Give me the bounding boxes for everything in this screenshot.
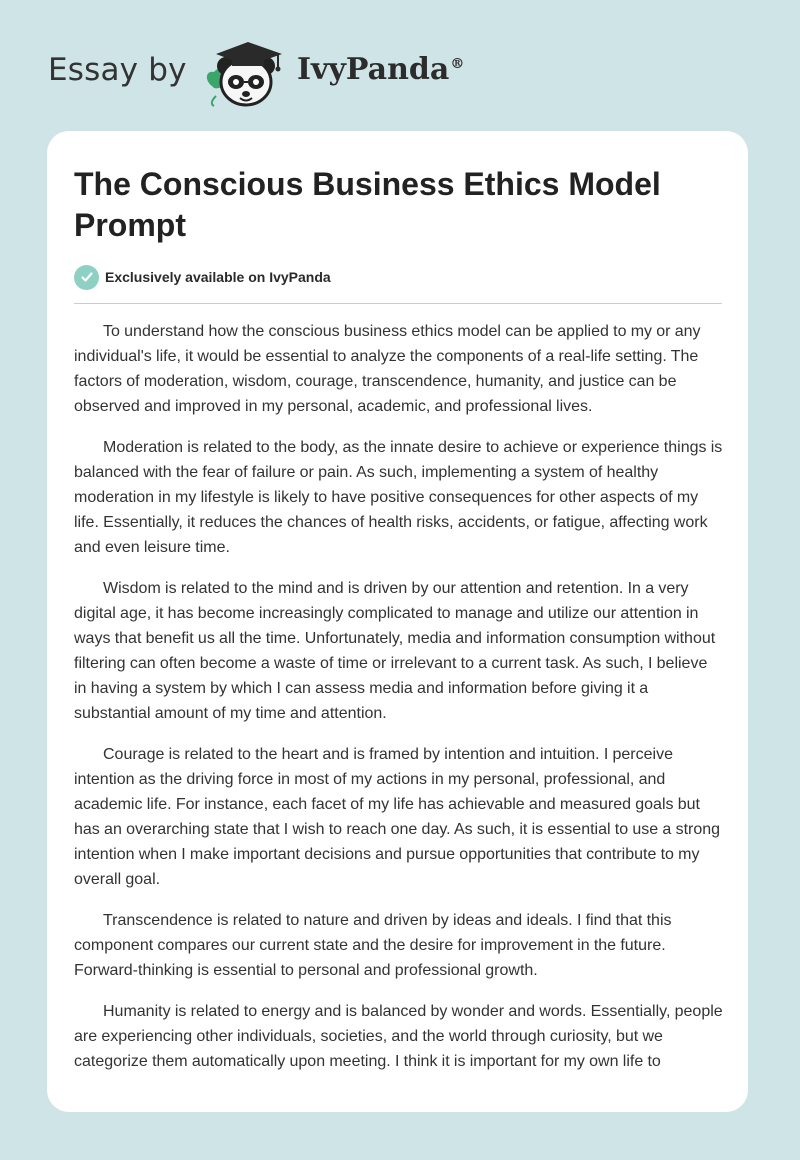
essay-body bbox=[74, 319, 724, 1090]
brand-name-text: IvyPanda bbox=[297, 52, 450, 87]
essay-card bbox=[47, 131, 748, 1112]
divider bbox=[74, 303, 722, 304]
essay-paragraph: To understand how the conscious business ethics model can be applied to my or any individual's life, it would be essential to analyze the components of a real-life setting. The factors of moderation, wisdom, courage, transcendence, humanity, and justice can be observed and improved in my personal, academic, and professional lives. bbox=[74, 323, 701, 415]
essay-paragraph: Transcendence is related to nature and driven by ideas and ideals. I find that this component compares our current state and the desire for improvement in the future. Forward-thinking is essential to personal and professional growth. bbox=[74, 912, 672, 979]
essay-paragraph: Wisdom is related to the mind and is driven by our attention and retention. In a very digital age, it has become increasingly complicated to manage and utilize our attention in ways that benefit us all the time. Unfortunately, media and information consumption without filtering can often become a waste of time or irrelevant to a current task. As such, I believe in having a system by which I can assess media and information before giving it a substantial amount of my time and attention. bbox=[74, 580, 716, 722]
essay-paragraph: Moderation is related to the body, as the innate desire to achieve or experience things is balanced with the fear of failure or pain. As such, implementing a system of healthy moderation in my lifestyle is likely to have positive consequences for other aspects of my life. Essentially, it reduces the chances of health risks, accidents, or fatigue, affecting work and even leisure time. bbox=[74, 439, 723, 556]
panda-logo-icon[interactable] bbox=[202, 36, 294, 108]
check-circle-icon bbox=[74, 265, 99, 290]
brand-name[interactable] bbox=[297, 52, 464, 87]
site-header bbox=[0, 0, 800, 120]
registered-mark: ® bbox=[450, 56, 465, 72]
essay-paragraph: Courage is related to the heart and is framed by intention and intuition. I perceive intention as the driving force in most of my actions in my personal, professional, and academic life. For instance, each facet of my life has achievable and measured goals but has an overarching state that I wish to reach one day. As such, it is essential to use a strong intention when I make important decisions and pursue opportunities that contribute to my overall goal. bbox=[74, 746, 721, 888]
availability-text: Exclusively available on IvyPanda bbox=[105, 269, 331, 285]
page-title: The Conscious Business Ethics Model Prompt bbox=[74, 166, 661, 243]
availability-badge bbox=[74, 264, 331, 290]
essay-paragraph: Humanity is related to energy and is balanced by wonder and words. Essentially, people are experiencing other individuals, societies, and the world through curiosity, but we categorize them automatically upon meeting. I think it is important for my own life to bbox=[74, 1003, 723, 1070]
essay-by-label: Essay by bbox=[48, 52, 187, 88]
